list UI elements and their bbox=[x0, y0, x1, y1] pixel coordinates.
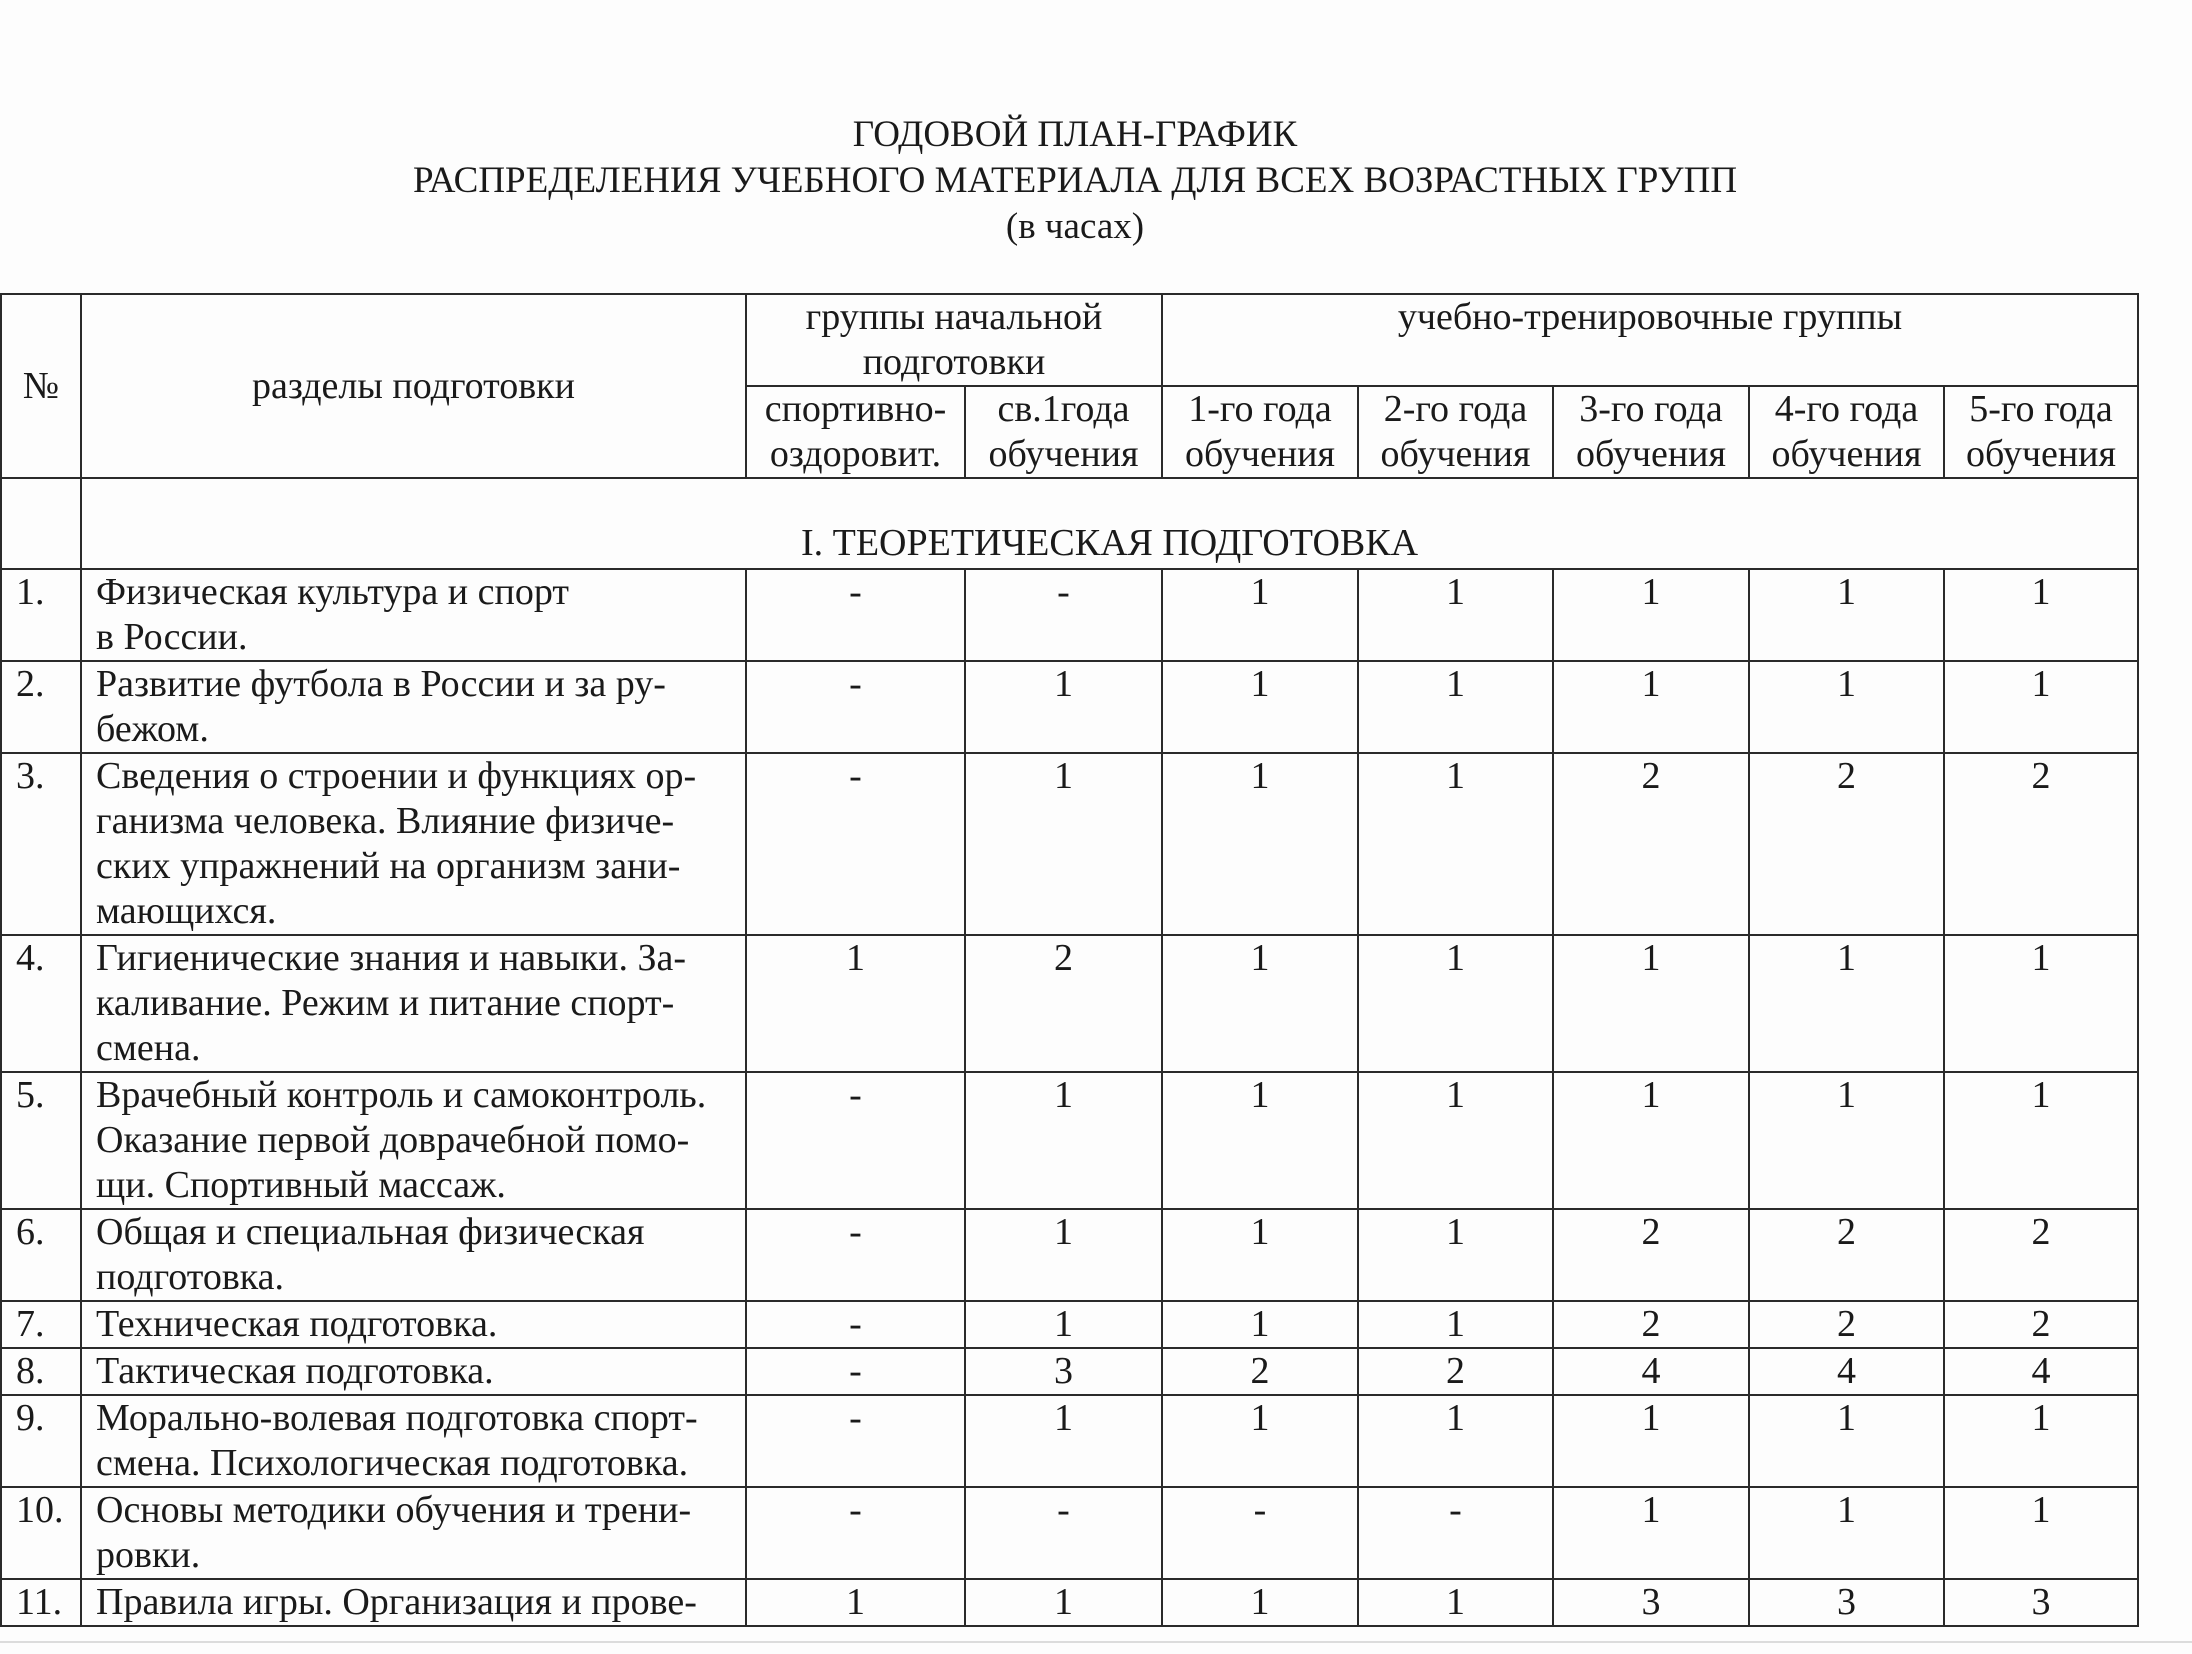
row-hours-col-5: 1 bbox=[1553, 569, 1749, 661]
study-plan-table bbox=[0, 293, 2139, 1627]
table-row bbox=[1, 661, 2138, 753]
row-hours-col-5: 2 bbox=[1553, 1209, 1749, 1301]
row-hours-col-7: 2 bbox=[1944, 1209, 2138, 1301]
title-line-2: РАСПРЕДЕЛЕНИЯ УЧЕБНОГО МАТЕРИАЛА ДЛЯ ВСЕХ ВОЗРАСТНЫХ ГРУПП bbox=[412, 160, 1738, 201]
title-line-3: (в часах) bbox=[1005, 206, 1145, 247]
row-hours-col-7: 1 bbox=[1944, 1072, 2138, 1209]
row-hours-col-2: - bbox=[965, 1487, 1162, 1579]
scan-edge-line bbox=[0, 1641, 2192, 1643]
table-row bbox=[1, 1579, 2138, 1626]
row-hours-col-3: 1 bbox=[1162, 1579, 1358, 1626]
row-hours-col-4: 1 bbox=[1358, 935, 1553, 1072]
row-hours-col-3: 1 bbox=[1162, 935, 1358, 1072]
row-section-name: Тактическая подготовка. bbox=[81, 1348, 746, 1395]
row-hours-col-2: 2 bbox=[965, 935, 1162, 1072]
row-hours-col-3: 1 bbox=[1162, 661, 1358, 753]
row-hours-col-4: 1 bbox=[1358, 1072, 1553, 1209]
row-hours-col-7: 1 bbox=[1944, 569, 2138, 661]
row-hours-col-2: 1 bbox=[965, 1395, 1162, 1487]
row-number: 7. bbox=[1, 1301, 81, 1348]
row-hours-col-3: - bbox=[1162, 1487, 1358, 1579]
row-section-name: Врачебный контроль и самоконтроль. Оказание первой доврачебной помо- щи. Спортивный массаж. bbox=[81, 1072, 746, 1209]
header-group-initial: группы начальной подготовки bbox=[746, 294, 1162, 386]
row-hours-col-2: 1 bbox=[965, 1301, 1162, 1348]
table-row bbox=[1, 1209, 2138, 1301]
subheader-col-1: спортивно- оздоровит. bbox=[746, 386, 965, 478]
row-hours-col-7: 2 bbox=[1944, 753, 2138, 935]
row-section-name: Общая и специальная физическая подготовка. bbox=[81, 1209, 746, 1301]
table-row bbox=[1, 753, 2138, 935]
row-hours-col-6: 3 bbox=[1749, 1579, 1944, 1626]
row-hours-col-1: 1 bbox=[746, 935, 965, 1072]
row-section-name: Техническая подготовка. bbox=[81, 1301, 746, 1348]
table-row bbox=[1, 1072, 2138, 1209]
row-hours-col-5: 1 bbox=[1553, 1487, 1749, 1579]
row-section-name: Морально-волевая подготовка спорт- смена. Психологическая подготовка. bbox=[81, 1395, 746, 1487]
row-hours-col-4: 1 bbox=[1358, 1209, 1553, 1301]
row-hours-col-4: 1 bbox=[1358, 1395, 1553, 1487]
row-hours-col-6: 2 bbox=[1749, 1209, 1944, 1301]
row-hours-col-4: 1 bbox=[1358, 1301, 1553, 1348]
row-hours-col-4: 1 bbox=[1358, 753, 1553, 935]
row-hours-col-6: 2 bbox=[1749, 753, 1944, 935]
row-hours-col-1: - bbox=[746, 1395, 965, 1487]
row-number: 10. bbox=[1, 1487, 81, 1579]
row-hours-col-3: 1 bbox=[1162, 1209, 1358, 1301]
row-hours-col-5: 1 bbox=[1553, 661, 1749, 753]
row-number: 3. bbox=[1, 753, 81, 935]
row-hours-col-2: 1 bbox=[965, 661, 1162, 753]
row-section-name: Развитие футбола в России и за ру- бежом. bbox=[81, 661, 746, 753]
row-hours-col-5: 3 bbox=[1553, 1579, 1749, 1626]
row-hours-col-5: 1 bbox=[1553, 1395, 1749, 1487]
subheader-col-7: 5-го года обучения bbox=[1944, 386, 2138, 478]
row-hours-col-6: 1 bbox=[1749, 935, 1944, 1072]
table-row bbox=[1, 1348, 2138, 1395]
row-hours-col-6: 1 bbox=[1749, 1395, 1944, 1487]
row-hours-col-1: - bbox=[746, 1487, 965, 1579]
row-hours-col-2: 1 bbox=[965, 1209, 1162, 1301]
row-hours-col-3: 1 bbox=[1162, 753, 1358, 935]
subheader-col-6: 4-го года обучения bbox=[1749, 386, 1944, 478]
row-hours-col-6: 4 bbox=[1749, 1348, 1944, 1395]
row-hours-col-2: 1 bbox=[965, 1579, 1162, 1626]
row-hours-col-3: 1 bbox=[1162, 1072, 1358, 1209]
section-number-cell bbox=[1, 478, 81, 569]
row-hours-col-1: - bbox=[746, 1348, 965, 1395]
row-hours-col-2: - bbox=[965, 569, 1162, 661]
row-number: 6. bbox=[1, 1209, 81, 1301]
row-hours-col-6: 2 bbox=[1749, 1301, 1944, 1348]
table-row bbox=[1, 1487, 2138, 1579]
row-hours-col-1: - bbox=[746, 569, 965, 661]
row-section-name: Гигиенические знания и навыки. За- каливание. Режим и питание спорт- смена. bbox=[81, 935, 746, 1072]
row-hours-col-7: 1 bbox=[1944, 1395, 2138, 1487]
row-hours-col-4: 1 bbox=[1358, 1579, 1553, 1626]
subheader-col-4: 2-го года обучения bbox=[1358, 386, 1553, 478]
row-section-name: Правила игры. Организация и прове- bbox=[81, 1579, 746, 1626]
row-hours-col-1: 1 bbox=[746, 1579, 965, 1626]
row-hours-col-1: - bbox=[746, 1209, 965, 1301]
row-hours-col-2: 3 bbox=[965, 1348, 1162, 1395]
section-row bbox=[1, 478, 2138, 569]
row-hours-col-4: 1 bbox=[1358, 661, 1553, 753]
row-hours-col-4: 2 bbox=[1358, 1348, 1553, 1395]
section-title: I. ТЕОРЕТИЧЕСКАЯ ПОДГОТОВКА bbox=[81, 478, 2138, 569]
row-hours-col-1: - bbox=[746, 1301, 965, 1348]
row-hours-col-7: 3 bbox=[1944, 1579, 2138, 1626]
row-hours-col-1: - bbox=[746, 1072, 965, 1209]
row-hours-col-7: 2 bbox=[1944, 1301, 2138, 1348]
table-row bbox=[1, 1395, 2138, 1487]
header-group-training: учебно-тренировочные группы bbox=[1162, 294, 2138, 386]
row-hours-col-6: 1 bbox=[1749, 569, 1944, 661]
subheader-col-5: 3-го года обучения bbox=[1553, 386, 1749, 478]
subheader-col-2: св.1года обучения bbox=[965, 386, 1162, 478]
subheader-col-3: 1-го года обучения bbox=[1162, 386, 1358, 478]
row-hours-col-7: 1 bbox=[1944, 935, 2138, 1072]
row-number: 9. bbox=[1, 1395, 81, 1487]
row-number: 2. bbox=[1, 661, 81, 753]
row-section-name: Физическая культура и спорт в России. bbox=[81, 569, 746, 661]
row-hours-col-5: 1 bbox=[1553, 935, 1749, 1072]
row-hours-col-5: 4 bbox=[1553, 1348, 1749, 1395]
row-hours-col-3: 1 bbox=[1162, 569, 1358, 661]
row-hours-col-4: 1 bbox=[1358, 569, 1553, 661]
row-hours-col-6: 1 bbox=[1749, 1072, 1944, 1209]
row-hours-col-7: 4 bbox=[1944, 1348, 2138, 1395]
row-hours-col-5: 1 bbox=[1553, 1072, 1749, 1209]
header-sections: разделы подготовки bbox=[81, 294, 746, 478]
row-hours-col-6: 1 bbox=[1749, 1487, 1944, 1579]
row-hours-col-1: - bbox=[746, 661, 965, 753]
row-hours-col-6: 1 bbox=[1749, 661, 1944, 753]
document-title bbox=[0, 112, 2150, 250]
title-line-1: ГОДОВОЙ ПЛАН-ГРАФИК bbox=[852, 114, 1298, 155]
row-hours-col-1: - bbox=[746, 753, 965, 935]
row-hours-col-3: 1 bbox=[1162, 1301, 1358, 1348]
row-hours-col-7: 1 bbox=[1944, 661, 2138, 753]
row-hours-col-5: 2 bbox=[1553, 753, 1749, 935]
table-row bbox=[1, 935, 2138, 1072]
row-number: 11. bbox=[1, 1579, 81, 1626]
row-number: 4. bbox=[1, 935, 81, 1072]
row-number: 1. bbox=[1, 569, 81, 661]
row-section-name: Основы методики обучения и трени- ровки. bbox=[81, 1487, 746, 1579]
row-hours-col-5: 2 bbox=[1553, 1301, 1749, 1348]
row-section-name: Сведения о строении и функциях ор- ганизма человека. Влияние физиче- ских упражнений на организм зани- мающихся. bbox=[81, 753, 746, 935]
header-number: № bbox=[1, 294, 81, 478]
row-hours-col-4: - bbox=[1358, 1487, 1553, 1579]
row-number: 5. bbox=[1, 1072, 81, 1209]
table-row bbox=[1, 569, 2138, 661]
row-hours-col-3: 2 bbox=[1162, 1348, 1358, 1395]
row-hours-col-3: 1 bbox=[1162, 1395, 1358, 1487]
row-hours-col-7: 1 bbox=[1944, 1487, 2138, 1579]
table-row bbox=[1, 1301, 2138, 1348]
row-number: 8. bbox=[1, 1348, 81, 1395]
row-hours-col-2: 1 bbox=[965, 1072, 1162, 1209]
row-hours-col-2: 1 bbox=[965, 753, 1162, 935]
